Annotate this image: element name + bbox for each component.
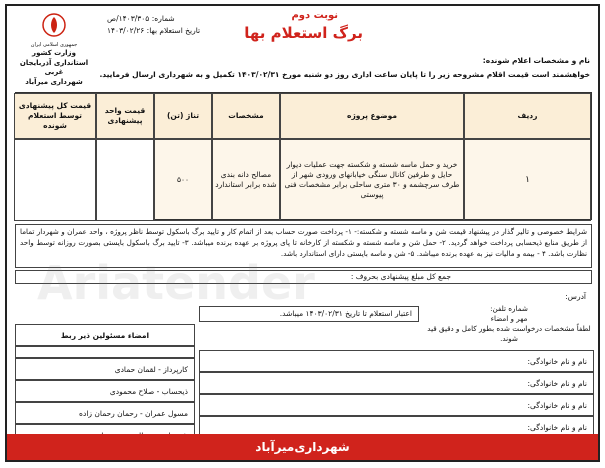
- total-words-field[interactable]: [15, 270, 592, 284]
- row1-tonnage: ۵۰۰: [154, 139, 212, 221]
- bidder-phone-label: شماره تلفن:: [490, 304, 528, 313]
- col-header-subject: موضوع پروژه: [280, 93, 464, 139]
- col-header-unit-price: قیمت واحد پیشنهادی: [96, 93, 154, 139]
- conditions-text: شرایط خصوصی و تالیر گذار در پیشنهاد قیمت شن و ماسه شسته و شکسته:- ۱- پرداخت صورت حساب بعد از اتمام کار و تایید برگ باسکول توسط ناظر پروژه ، واحد عمران و شهردار تماما از طریق منابع ذیحسابی پرداخت خواهد گردید. ۲- حمل شن و ماسه شسته و شکسته از کارخانه تا پای پروژه بر عهده برنده میباشد. ۳- تایید برگ باسکول بایستی بصورت روزانه توسط واحد نظارت باشد. ۴ - بیمه و مالیات نیز به عهده برنده میباشد. ۵- شن و ماسه بایستی دارای استاندارد باشد.: [15, 224, 592, 268]
- emblem-seal-text: جمهوری اسلامی ایران: [30, 41, 78, 48]
- page-title: برگ استعلام بها: [244, 24, 363, 42]
- request-text: خواهشمند است قیمت اقلام مشروحه زیر را تا پایان ساعت اداری روز دو شنبه مورخ ۱۴۰۳/۰۲/۳۱ تکمیل و به شهرداری ارسال فرمایید.: [99, 70, 590, 79]
- address-label: آدرس:: [565, 292, 586, 301]
- bidder-box: [424, 304, 594, 350]
- col-header-total-price: قیمت کل پیشنهادی توسط استعلام شونده: [14, 93, 96, 139]
- signatures-header: [15, 324, 195, 346]
- name-field-1[interactable]: نام و نام خانوادگی:: [199, 350, 594, 372]
- inquiry-date: [107, 26, 200, 35]
- inquiry-number-value: ۱۴۰۳/۳۰۵/ص: [107, 14, 150, 23]
- signature-person-3: مسول عمران - رحمان رحمان زاده: [15, 402, 195, 424]
- total-words-label: جمع کل مبلغ پیشنهادی بحروف :: [350, 272, 451, 281]
- inquiry-number: [107, 14, 175, 23]
- items-table: [15, 92, 592, 220]
- validity-text: اعتبار استعلام تا تاریخ ۱۴۰۳/۰۲/۳۱ میباشد.: [279, 309, 412, 318]
- row1-unit-price-input[interactable]: [96, 139, 154, 221]
- iran-emblem-icon: [41, 12, 67, 38]
- inquiry-date-label: تاریخ استعلام بها:: [146, 26, 201, 35]
- footer-banner: [7, 434, 598, 460]
- signature-person-2: ذیحساب - صلاح محمودی: [15, 380, 195, 402]
- row1-specs: مصالح دانه بندی شده برابر استاندارد: [212, 139, 280, 221]
- bidder-note: لطفاً مشخصات درخواست شده بطور کامل و دقیق قید شوند.: [427, 324, 591, 344]
- document-frame: [5, 4, 600, 462]
- inquiry-date-value: ۱۴۰۳/۰۲/۲۶: [107, 26, 145, 35]
- round-label: نوبت دوم: [291, 10, 338, 21]
- validity-box: [199, 306, 419, 322]
- signatures-header-text: امضاء مسئولین ذیر ربط: [60, 330, 150, 340]
- emblem-block: [19, 12, 89, 87]
- name-field-3[interactable]: نام و نام خانوادگی:: [199, 394, 594, 416]
- col-header-row: ردیف: [464, 93, 591, 139]
- row1-total-price-input[interactable]: [14, 139, 96, 221]
- signature-person-1: کارپرداز - لقمان حمادی: [15, 358, 195, 380]
- name-field-4[interactable]: نام و نام خانوادگی:: [199, 416, 594, 438]
- emblem-province: استانداری آذربایجان غربی: [19, 58, 89, 77]
- bidder-seal-label: مهر و امضاء: [490, 314, 528, 324]
- emblem-municipality: شهرداری میرآباد: [25, 78, 83, 87]
- col-header-specs: مشخصات: [212, 93, 280, 139]
- col-header-tonnage: تناژ (تن): [154, 93, 212, 139]
- addressee-label: نام و مشخصات اعلام شونده:: [482, 56, 590, 65]
- row1-subject: خرید و حمل ماسه شسته و شکسته جهت عملیات دیوار حایل و طرفین کانال سنگی خیابانهای ورودی شهر از طرف سرچشمه و ۳۰ متری ساحلی برابر مشخصات فنی پیوستی: [280, 139, 464, 221]
- footer-text: شهرداری‌میرآباد: [255, 440, 350, 454]
- emblem-ministry: وزارت کشور: [32, 48, 76, 57]
- name-field-2[interactable]: نام و نام خانوادگی:: [199, 372, 594, 394]
- signature-box-empty[interactable]: [15, 346, 195, 358]
- row1-index: ۱: [464, 139, 591, 221]
- inquiry-number-label: شماره:: [151, 14, 175, 23]
